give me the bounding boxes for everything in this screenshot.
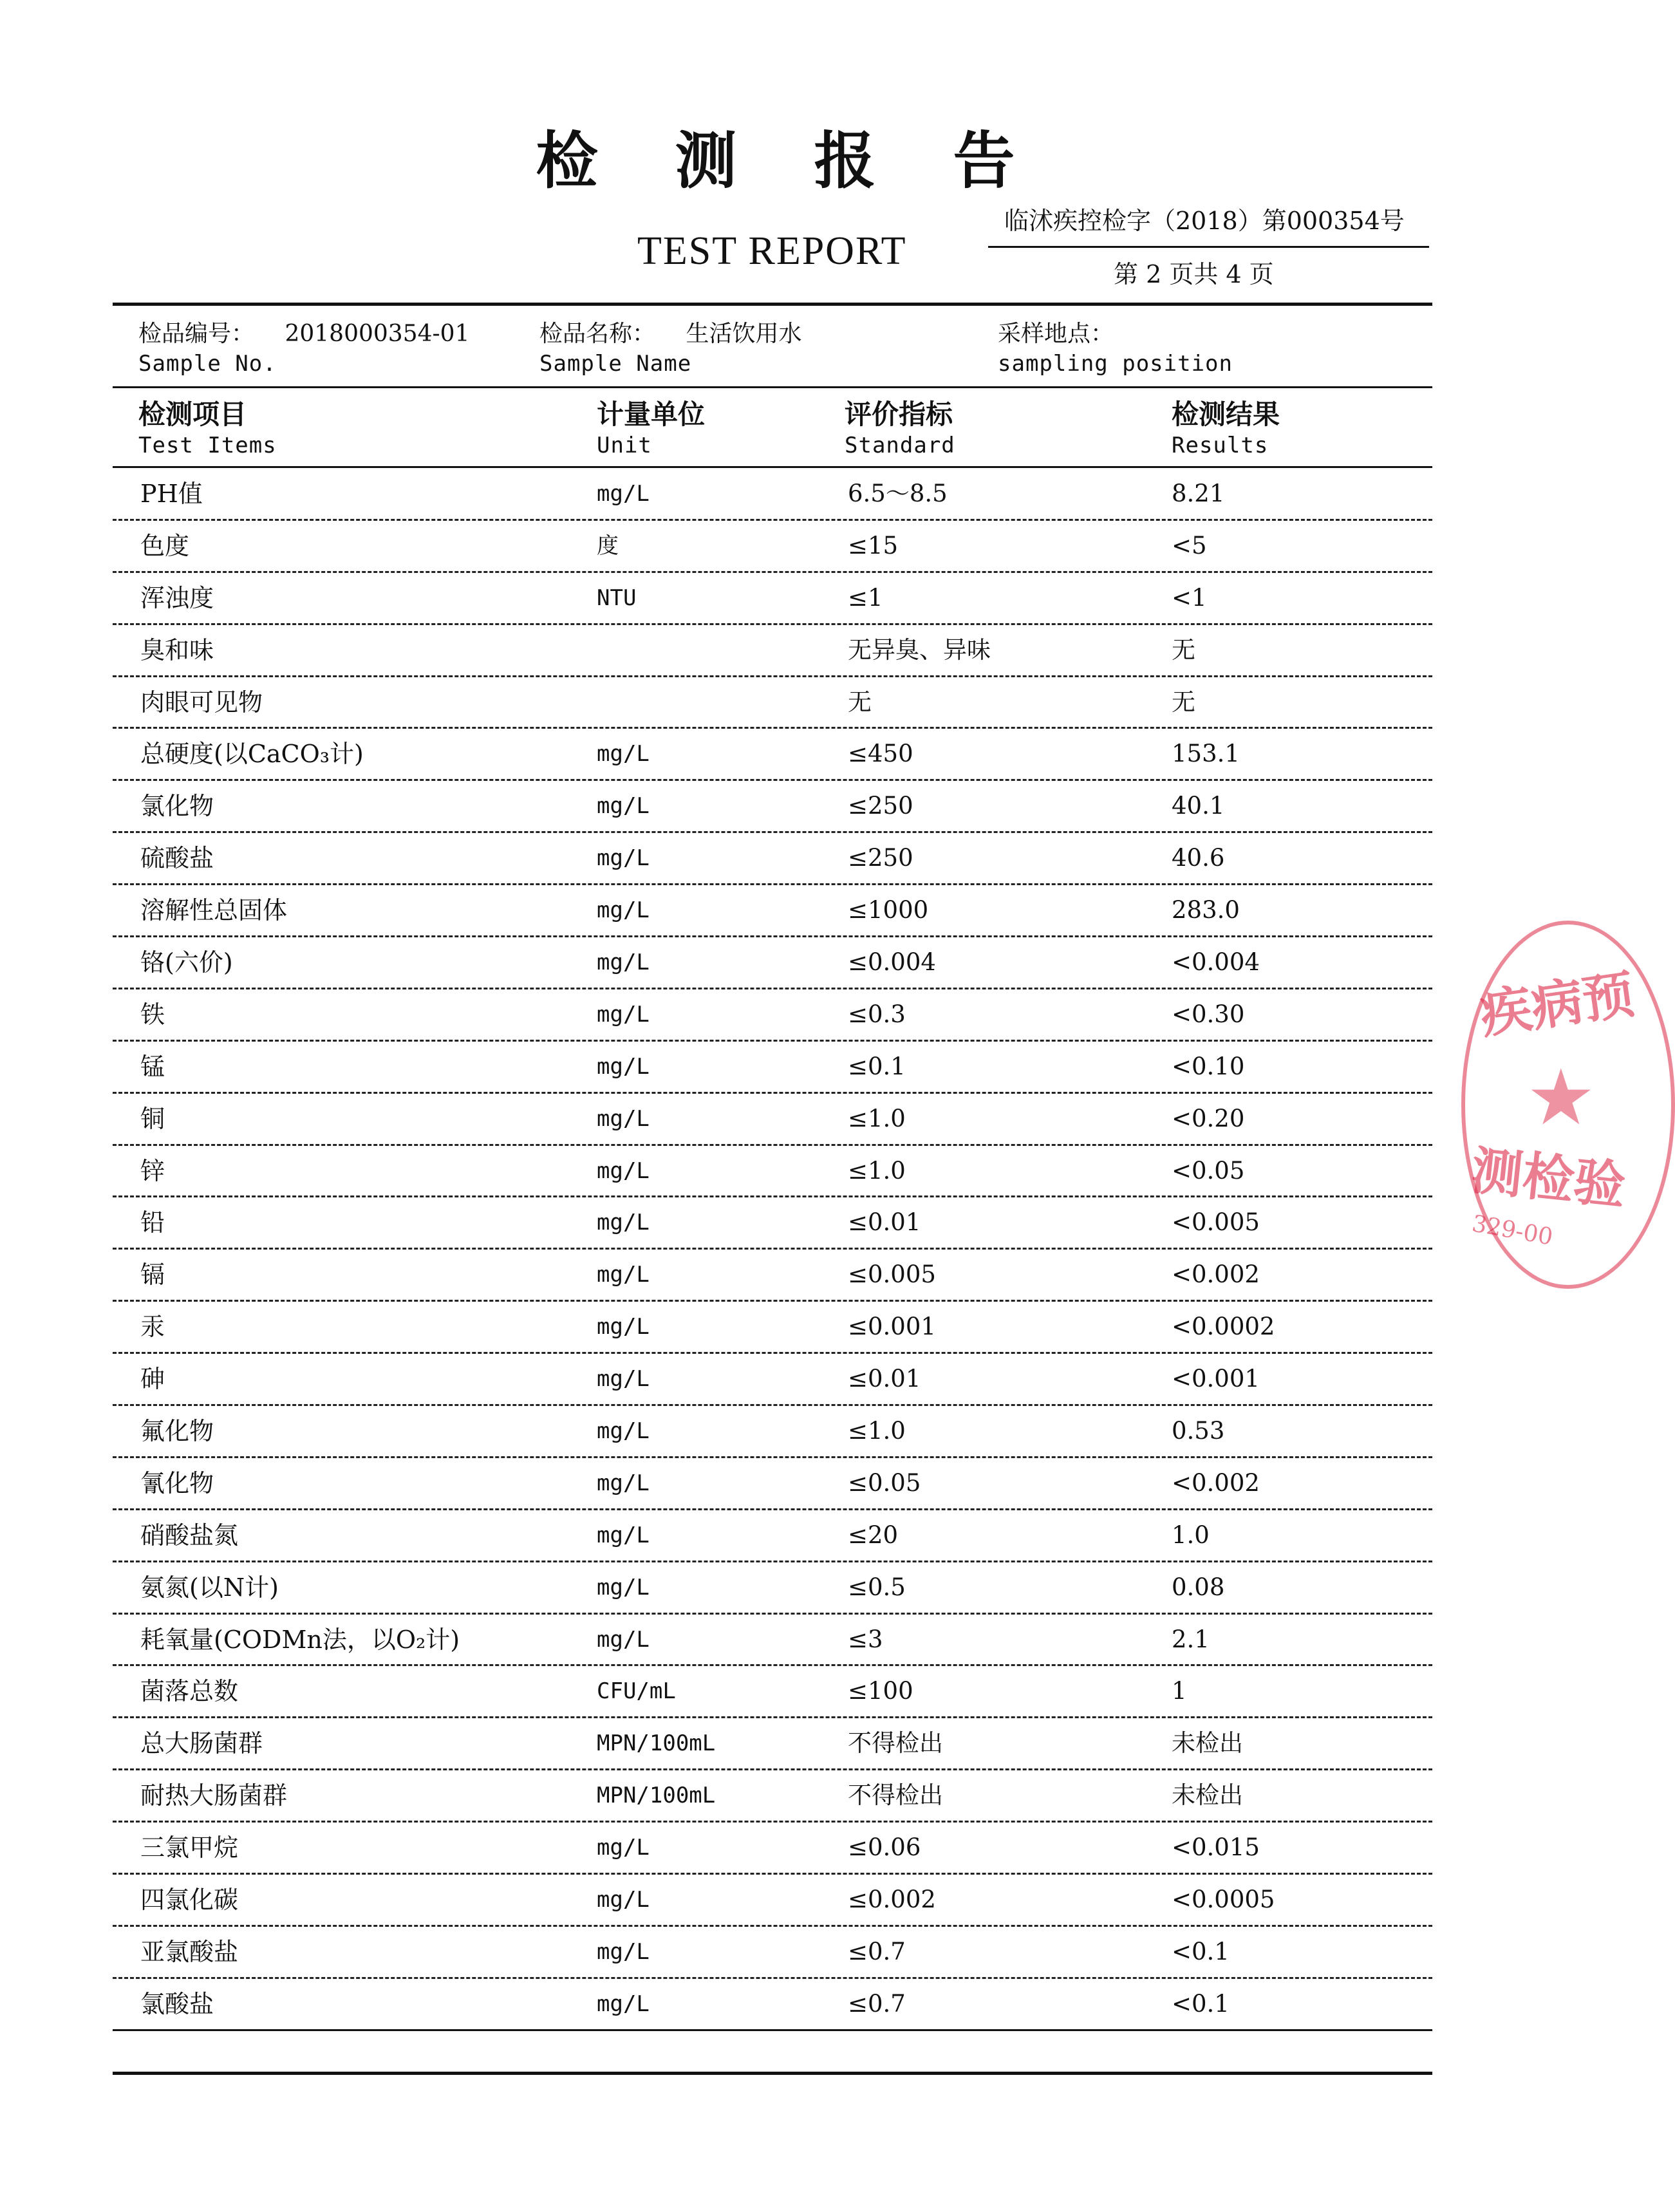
row-standard: ≤1.0	[848, 1156, 906, 1185]
row-item: 肉眼可见物	[140, 688, 263, 717]
sample-no-block	[138, 319, 469, 379]
row-item: 色度	[140, 531, 190, 560]
top-rule	[113, 303, 1432, 306]
row-unit: mg/L	[597, 897, 650, 924]
row-standard: 6.5～8.5	[848, 480, 948, 507]
row-unit: 度	[597, 532, 619, 559]
row-standard: ≤250	[848, 844, 913, 872]
row-result: <0.1	[1172, 1989, 1230, 2018]
row-item: 浑浊度	[140, 583, 214, 612]
sample-name-label-en: Sample Name	[539, 351, 692, 377]
sample-name-label-cn: 检品名称：	[539, 321, 656, 347]
row-unit: mg/L	[597, 1574, 650, 1600]
row-result: 0.53	[1172, 1417, 1225, 1445]
sampling-position-label-en: sampling position	[998, 351, 1233, 377]
sample-no-label-en: Sample No.	[138, 351, 277, 377]
stamp-star-icon: ★	[1526, 1053, 1596, 1143]
row-unit: mg/L	[597, 1158, 650, 1184]
col-header-results-cn: 检测结果	[1172, 398, 1280, 430]
col-header-results	[1172, 398, 1280, 460]
row-item: 耗氧量(CODMn法，以O₂计)	[140, 1625, 460, 1654]
table-row	[113, 781, 1432, 833]
row-item: 氟化物	[140, 1417, 214, 1446]
table-row	[113, 469, 1432, 521]
table-row	[113, 833, 1432, 885]
col-header-item	[138, 398, 277, 460]
table-row	[113, 1354, 1432, 1406]
row-unit: mg/L	[597, 481, 650, 507]
row-result: <0.0005	[1172, 1886, 1275, 1914]
row-standard: 无	[848, 688, 872, 716]
row-result: 无	[1172, 635, 1195, 664]
row-item: 铅	[140, 1208, 165, 1237]
table-row	[113, 573, 1432, 625]
row-unit: mg/L	[597, 1366, 650, 1392]
row-unit: mg/L	[597, 1835, 650, 1861]
row-item: 镉	[140, 1261, 165, 1289]
row-item: 溶解性总固体	[140, 896, 288, 925]
col-header-results-en: Results	[1172, 433, 1269, 458]
row-unit: mg/L	[597, 1522, 650, 1548]
results-table	[113, 469, 1432, 2031]
stamp-text-bottom: 测检验	[1468, 1139, 1629, 1217]
page-indicator: 第 2 页共 4 页	[1114, 260, 1274, 288]
row-result: <0.015	[1172, 1833, 1260, 1862]
row-result: 283.0	[1172, 896, 1240, 924]
row-unit: mg/L	[597, 1470, 650, 1496]
row-item: 总硬度(以CaCO₃计)	[140, 740, 364, 769]
row-item: 臭和味	[140, 635, 214, 664]
row-item: 亚氯酸盐	[140, 1937, 239, 1966]
table-row	[113, 1875, 1432, 1927]
row-result: <0.30	[1172, 1000, 1245, 1028]
row-item: 氯酸盐	[140, 1989, 214, 2018]
row-result: 1.0	[1172, 1521, 1210, 1549]
table-row	[113, 1510, 1432, 1562]
col-header-unit-en: Unit	[597, 433, 652, 458]
report-title-cn: 检测报告	[536, 124, 1092, 197]
row-standard: 不得检出	[848, 1781, 943, 1810]
row-unit: mg/L	[597, 1053, 650, 1080]
row-standard: ≤0.01	[848, 1208, 921, 1237]
row-unit: MPN/100mL	[597, 1730, 716, 1757]
table-row	[113, 1302, 1432, 1354]
row-unit: mg/L	[597, 793, 650, 820]
row-unit: mg/L	[597, 1418, 650, 1445]
stamp-code: 329-00	[1470, 1210, 1555, 1251]
table-row	[113, 937, 1432, 989]
table-row	[113, 677, 1432, 729]
sample-no-label-cn: 检品编号：	[138, 321, 255, 347]
row-unit: mg/L	[597, 1210, 650, 1236]
sample-name-value: 生活饮用水	[686, 321, 802, 347]
table-row	[113, 1250, 1432, 1302]
row-result: 40.6	[1172, 844, 1225, 872]
table-end-rule	[113, 2029, 1432, 2031]
row-item: 总大肠菌群	[140, 1729, 263, 1758]
table-row	[113, 1042, 1432, 1094]
row-result: <0.0002	[1172, 1313, 1275, 1341]
row-unit: mg/L	[597, 1001, 650, 1027]
row-result: 未检出	[1172, 1781, 1243, 1810]
row-standard: ≤0.3	[848, 1000, 906, 1028]
table-row	[113, 521, 1432, 573]
table-row	[113, 1979, 1432, 2031]
row-result: <0.001	[1172, 1365, 1260, 1393]
col-header-item-cn: 检测项目	[138, 398, 247, 430]
row-standard: ≤450	[848, 740, 913, 768]
row-item: 硝酸盐氮	[140, 1521, 239, 1550]
row-standard: ≤0.001	[848, 1313, 936, 1341]
row-standard: ≤15	[848, 531, 899, 559]
row-standard: ≤0.7	[848, 1989, 906, 2018]
table-row	[113, 1406, 1432, 1458]
row-standard: 无异臭、异味	[848, 635, 991, 664]
row-standard: ≤0.005	[848, 1261, 936, 1289]
row-result: <1	[1172, 583, 1207, 612]
row-standard: ≤0.05	[848, 1468, 921, 1497]
table-row	[113, 1562, 1432, 1615]
row-result: <0.05	[1172, 1156, 1245, 1185]
row-unit: mg/L	[597, 1314, 650, 1340]
row-result: <5	[1172, 531, 1207, 559]
stamp-text-top: 疾病预	[1476, 963, 1638, 1045]
row-item: 氰化物	[140, 1468, 214, 1497]
row-item: 硫酸盐	[140, 844, 214, 873]
report-number: 临沭疾控检字（2018）第000354号	[1004, 207, 1405, 235]
row-standard: ≤0.002	[848, 1886, 936, 1914]
row-item: 锰	[140, 1052, 165, 1081]
table-row	[113, 1927, 1432, 1979]
col-header-unit-cn: 计量单位	[597, 398, 706, 430]
row-result: <0.1	[1172, 1937, 1230, 1965]
col-header-standard-en: Standard	[845, 433, 955, 458]
row-standard: ≤0.004	[848, 948, 936, 977]
row-standard: 不得检出	[848, 1729, 943, 1757]
table-row	[113, 1458, 1432, 1510]
row-item: 氯化物	[140, 792, 214, 821]
row-unit: mg/L	[597, 1938, 650, 1965]
table-row	[113, 1666, 1432, 1718]
row-standard: ≤1.0	[848, 1104, 906, 1132]
row-result: 2.1	[1172, 1625, 1210, 1653]
row-unit: mg/L	[597, 1887, 650, 1913]
table-row	[113, 625, 1432, 677]
row-standard: ≤250	[848, 792, 913, 820]
row-standard: ≤3	[848, 1625, 883, 1653]
table-row	[113, 1615, 1432, 1667]
row-item: 铜	[140, 1104, 165, 1133]
sampling-position-block	[998, 319, 1233, 379]
row-standard: ≤1000	[848, 896, 929, 924]
table-row	[113, 1718, 1432, 1770]
row-item: 三氯甲烷	[140, 1833, 239, 1862]
row-result: <0.002	[1172, 1468, 1260, 1497]
sample-no-value: 2018000354-01	[285, 321, 470, 347]
row-unit: MPN/100mL	[597, 1783, 716, 1809]
row-result: 未检出	[1172, 1729, 1243, 1757]
row-result: <0.002	[1172, 1261, 1260, 1289]
row-item: 锌	[140, 1156, 165, 1185]
row-item: 四氯化碳	[140, 1886, 239, 1915]
row-unit: mg/L	[597, 1626, 650, 1653]
table-row	[113, 1823, 1432, 1875]
row-result: 153.1	[1172, 740, 1240, 768]
row-result: <0.10	[1172, 1052, 1245, 1080]
sampling-position-label-cn: 采样地点：	[998, 321, 1114, 347]
row-result: <0.005	[1172, 1208, 1260, 1237]
row-unit: mg/L	[597, 950, 650, 976]
info-rule	[113, 386, 1432, 388]
row-result: 8.21	[1172, 480, 1225, 507]
row-unit: CFU/mL	[597, 1678, 676, 1705]
report-number-underline	[988, 246, 1429, 248]
row-standard: ≤0.5	[848, 1573, 906, 1601]
row-item: 铬(六价)	[140, 948, 233, 977]
table-row	[113, 885, 1432, 937]
header-rule	[113, 466, 1432, 468]
row-item: 砷	[140, 1365, 165, 1394]
row-item: PH值	[140, 480, 203, 508]
row-standard: ≤1.0	[848, 1417, 906, 1445]
row-standard: ≤0.06	[848, 1833, 921, 1862]
row-result: 无	[1172, 688, 1195, 716]
table-row	[113, 729, 1432, 781]
row-unit: mg/L	[597, 1991, 650, 2017]
table-row	[113, 1146, 1432, 1198]
table-row	[113, 1197, 1432, 1250]
row-unit: NTU	[597, 585, 637, 611]
table-row	[113, 1770, 1432, 1823]
row-standard: ≤1	[848, 583, 883, 612]
row-unit: mg/L	[597, 1262, 650, 1288]
col-header-standard-cn: 评价指标	[845, 398, 953, 430]
row-result: <0.004	[1172, 948, 1260, 977]
row-standard: ≤0.1	[848, 1052, 906, 1080]
table-row	[113, 989, 1432, 1042]
row-item: 汞	[140, 1313, 165, 1342]
bottom-rule	[113, 2072, 1432, 2075]
row-item: 铁	[140, 1000, 165, 1029]
row-unit: mg/L	[597, 1105, 650, 1132]
row-unit: mg/L	[597, 845, 650, 872]
report-title-en: TEST REPORT	[637, 229, 907, 273]
col-header-item-en: Test Items	[138, 433, 277, 458]
row-result: 1	[1172, 1677, 1187, 1705]
official-stamp	[1461, 921, 1675, 1289]
row-standard: ≤0.7	[848, 1937, 906, 1965]
row-result: <0.20	[1172, 1104, 1245, 1132]
row-item: 菌落总数	[140, 1677, 239, 1706]
table-row	[113, 1094, 1432, 1146]
row-unit: mg/L	[597, 741, 650, 767]
row-standard: ≤100	[848, 1677, 913, 1705]
row-standard: ≤20	[848, 1521, 899, 1549]
col-header-unit	[597, 398, 705, 460]
sample-name-block	[539, 319, 801, 379]
row-item: 氨氮(以N计)	[140, 1573, 279, 1602]
row-item: 耐热大肠菌群	[140, 1781, 288, 1810]
row-standard: ≤0.01	[848, 1365, 921, 1393]
row-result: 40.1	[1172, 792, 1225, 820]
row-result: 0.08	[1172, 1573, 1225, 1601]
col-header-standard	[845, 398, 955, 460]
